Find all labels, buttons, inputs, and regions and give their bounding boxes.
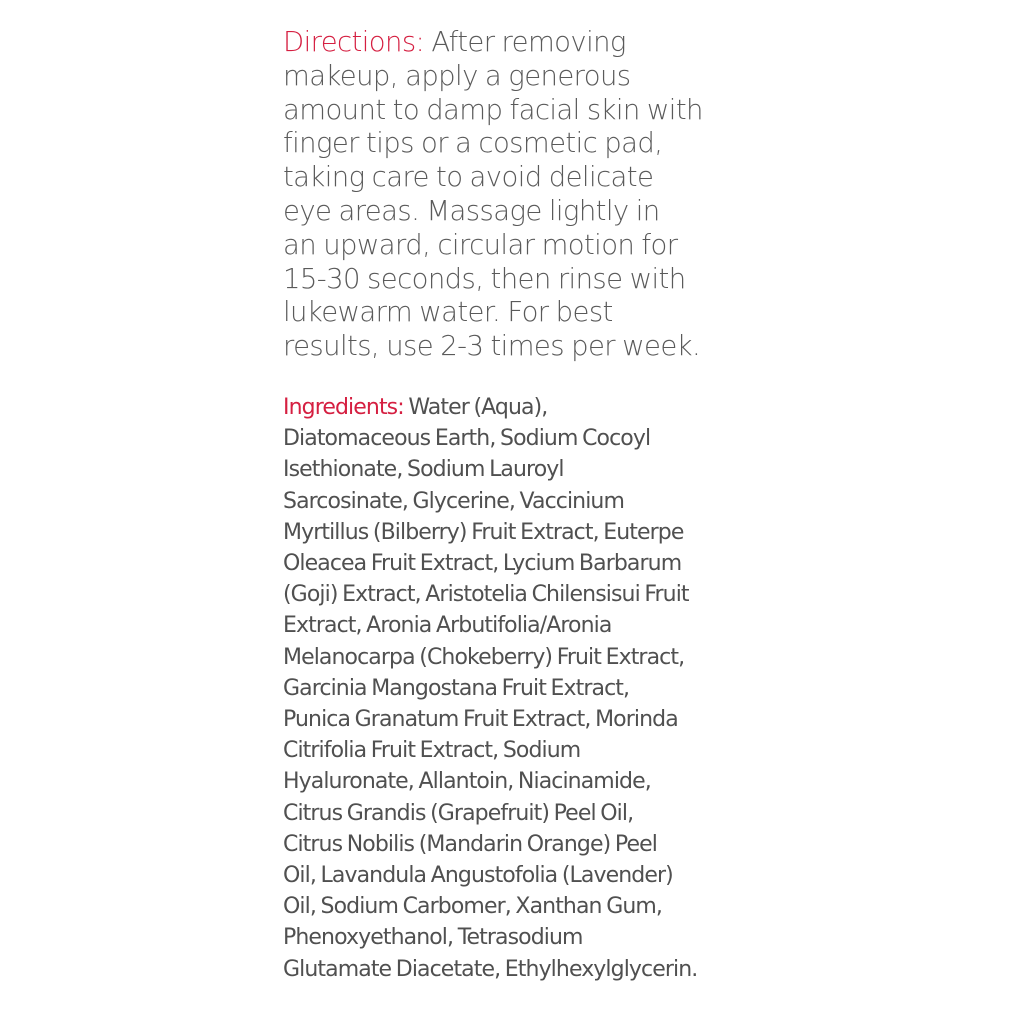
ingredients-line: Myrtillus (Bilberry) Fruit Extract, Euterpe [283,519,684,545]
ingredients-line: Oil, Lavandula Angustofolia (Lavender) [283,863,673,889]
ingredients-line: Punica Granatum Fruit Extract, Morinda [283,707,678,732]
ingredients-line: Phenoxyethanol, Tetrasodium [283,925,583,951]
ingredients-line: Oleacea Fruit Extract, Lycium Barbarum [283,550,682,576]
ingredients-line: (Goji) Extract, Aristotelia Chilensisui Fruit [283,582,689,608]
directions-line: finger tips or a cosmetic pad, [283,127,663,160]
ingredients-text: Water (Aqua), [403,394,548,420]
directions-line: eye areas. Massage lightly in [283,194,660,227]
ingredients-line [283,392,733,423]
ingredients-line: Melanocarpa (Chokeberry) Fruit Extract, [283,644,685,670]
directions-line: amount to damp facial skin with [283,93,703,126]
directions-line: lukewarm water. For best [283,296,613,329]
directions-line: taking care to avoid delicate [283,161,654,194]
ingredients-line: Citrus Nobilis (Mandarin Orange) Peel [283,831,657,857]
ingredients-line: Glutamate Diacetate, Ethylhexylglycerin. [283,956,698,982]
directions-label: Directions: [283,26,425,58]
ingredients-line: Diatomaceous Earth, Sodium Cocoyl [283,426,651,452]
ingredients-line: Citrus Grandis (Grapefruit) Peel Oil, [283,800,634,826]
directions-line: makeup, apply a generous [283,59,631,92]
ingredients-line: Sarcosinate, Glycerine, Vaccinium [283,488,624,514]
product-label-panel [283,26,733,985]
directions-text: After removing [424,26,626,58]
ingredients-line: Oil, Sodium Carbomer, Xanthan Gum, [283,894,663,920]
ingredients-line: Extract, Aronia Arbutifolia/Aronia [283,613,612,639]
directions-line: results, use 2-3 times per week. [283,330,701,363]
ingredients-section [283,392,733,985]
ingredients-line: Isethionate, Sodium Lauroyl [283,457,564,483]
directions-line: 15-30 seconds, then rinse with [283,262,686,295]
directions-line [283,26,733,60]
directions-section [283,26,733,364]
directions-line: an upward, circular motion for [283,228,678,261]
ingredients-label: Ingredients: [283,394,404,420]
ingredients-line: Garcinia Mangostana Fruit Extract, [283,675,630,701]
ingredients-line: Citrifolia Fruit Extract, Sodium [283,738,581,764]
ingredients-line: Hyaluronate, Allantoin, Niacinamide, [283,769,651,795]
